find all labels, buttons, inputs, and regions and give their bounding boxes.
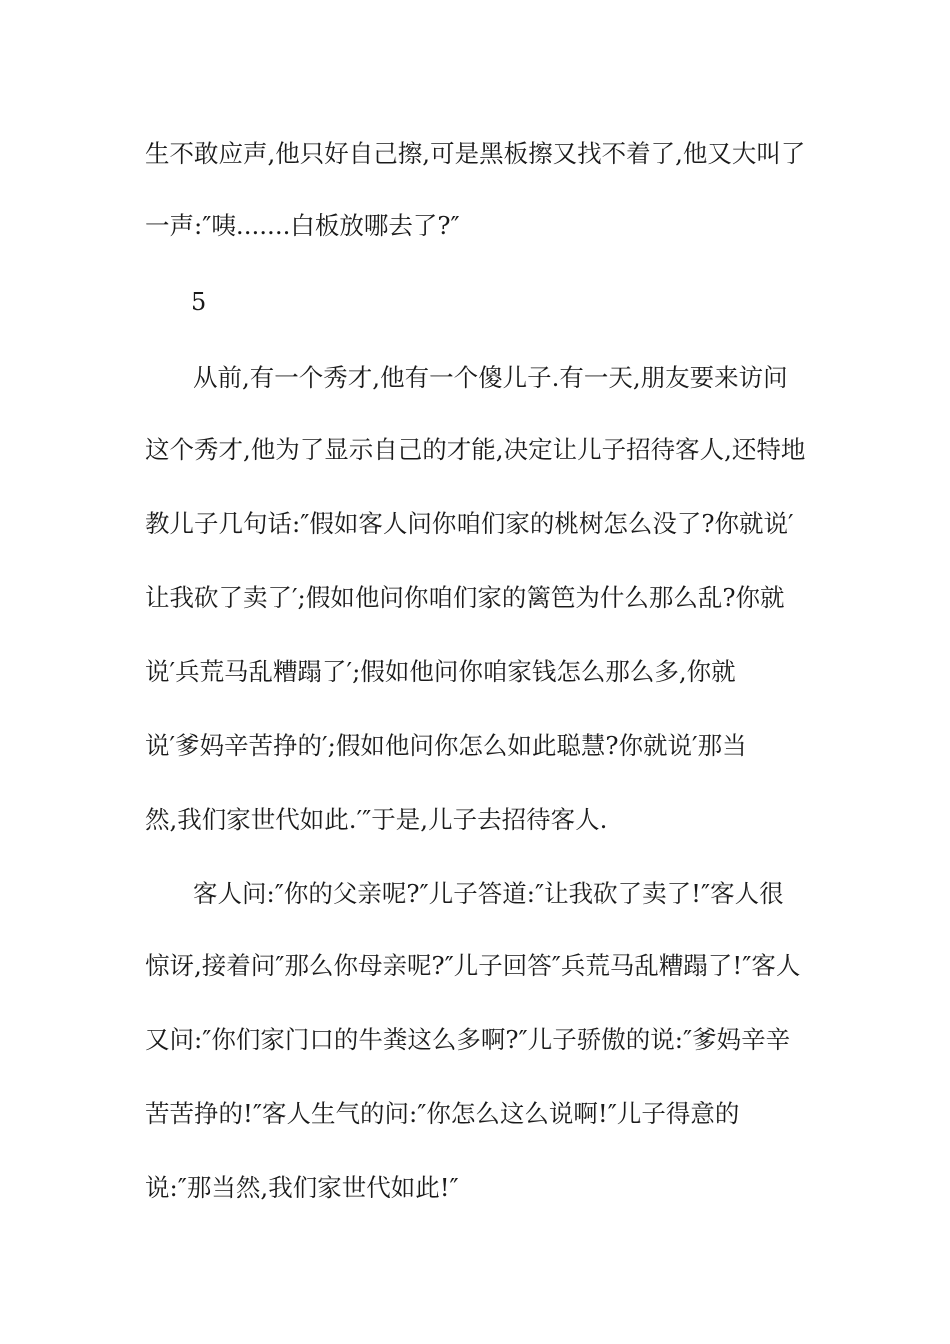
- paragraph-3-line-1: 客人问:″你的父亲呢?″儿子答道:″让我砍了卖了!″客人很: [193, 879, 784, 908]
- paragraph-2-line-1: 从前,有一个秀才,他有一个傻儿子.有一天,朋友要来访问: [193, 363, 788, 392]
- paragraph-2-line-2: 这个秀才,他为了显示自己的才能,决定让儿子招待客人,还特地: [145, 435, 806, 464]
- paragraph-1-line-1: 生不敢应声,他只好自己擦,可是黑板擦又找不着了,他又大叫了: [145, 139, 806, 168]
- section-number: 5: [191, 288, 207, 316]
- paragraph-3-line-3: 又问:″你们家门口的牛粪这么多啊?″儿子骄傲的说:″爹妈辛辛: [145, 1025, 791, 1054]
- paragraph-3-line-2: 惊讶,接着问″那么你母亲呢?″儿子回答″兵荒马乱糟蹋了!″客人: [145, 951, 801, 980]
- paragraph-2-line-3: 教儿子几句话:″假如客人问你咱们家的桃树怎么没了?你就说′: [145, 509, 794, 538]
- paragraph-2-line-5: 说′兵荒马乱糟蹋了′;假如他问你咱家钱怎么那么多,你就: [145, 657, 736, 686]
- paragraph-1-line-2: 一声:″咦.......白板放哪去了?″: [145, 211, 460, 240]
- paragraph-2-line-4: 让我砍了卖了′;假如他问你咱们家的篱笆为什么那么乱?你就: [145, 583, 785, 612]
- paragraph-3-line-5: 说:″那当然,我们家世代如此!″: [145, 1173, 459, 1202]
- paragraph-3-line-4: 苦苦挣的!″客人生气的问:″你怎么这么说啊!″儿子得意的: [145, 1099, 740, 1128]
- paragraph-2-line-7: 然,我们家世代如此.′″于是,儿子去招待客人.: [145, 805, 608, 834]
- paragraph-2-line-6: 说′爹妈辛苦挣的′;假如他问你怎么如此聪慧?你就说′那当: [145, 731, 747, 760]
